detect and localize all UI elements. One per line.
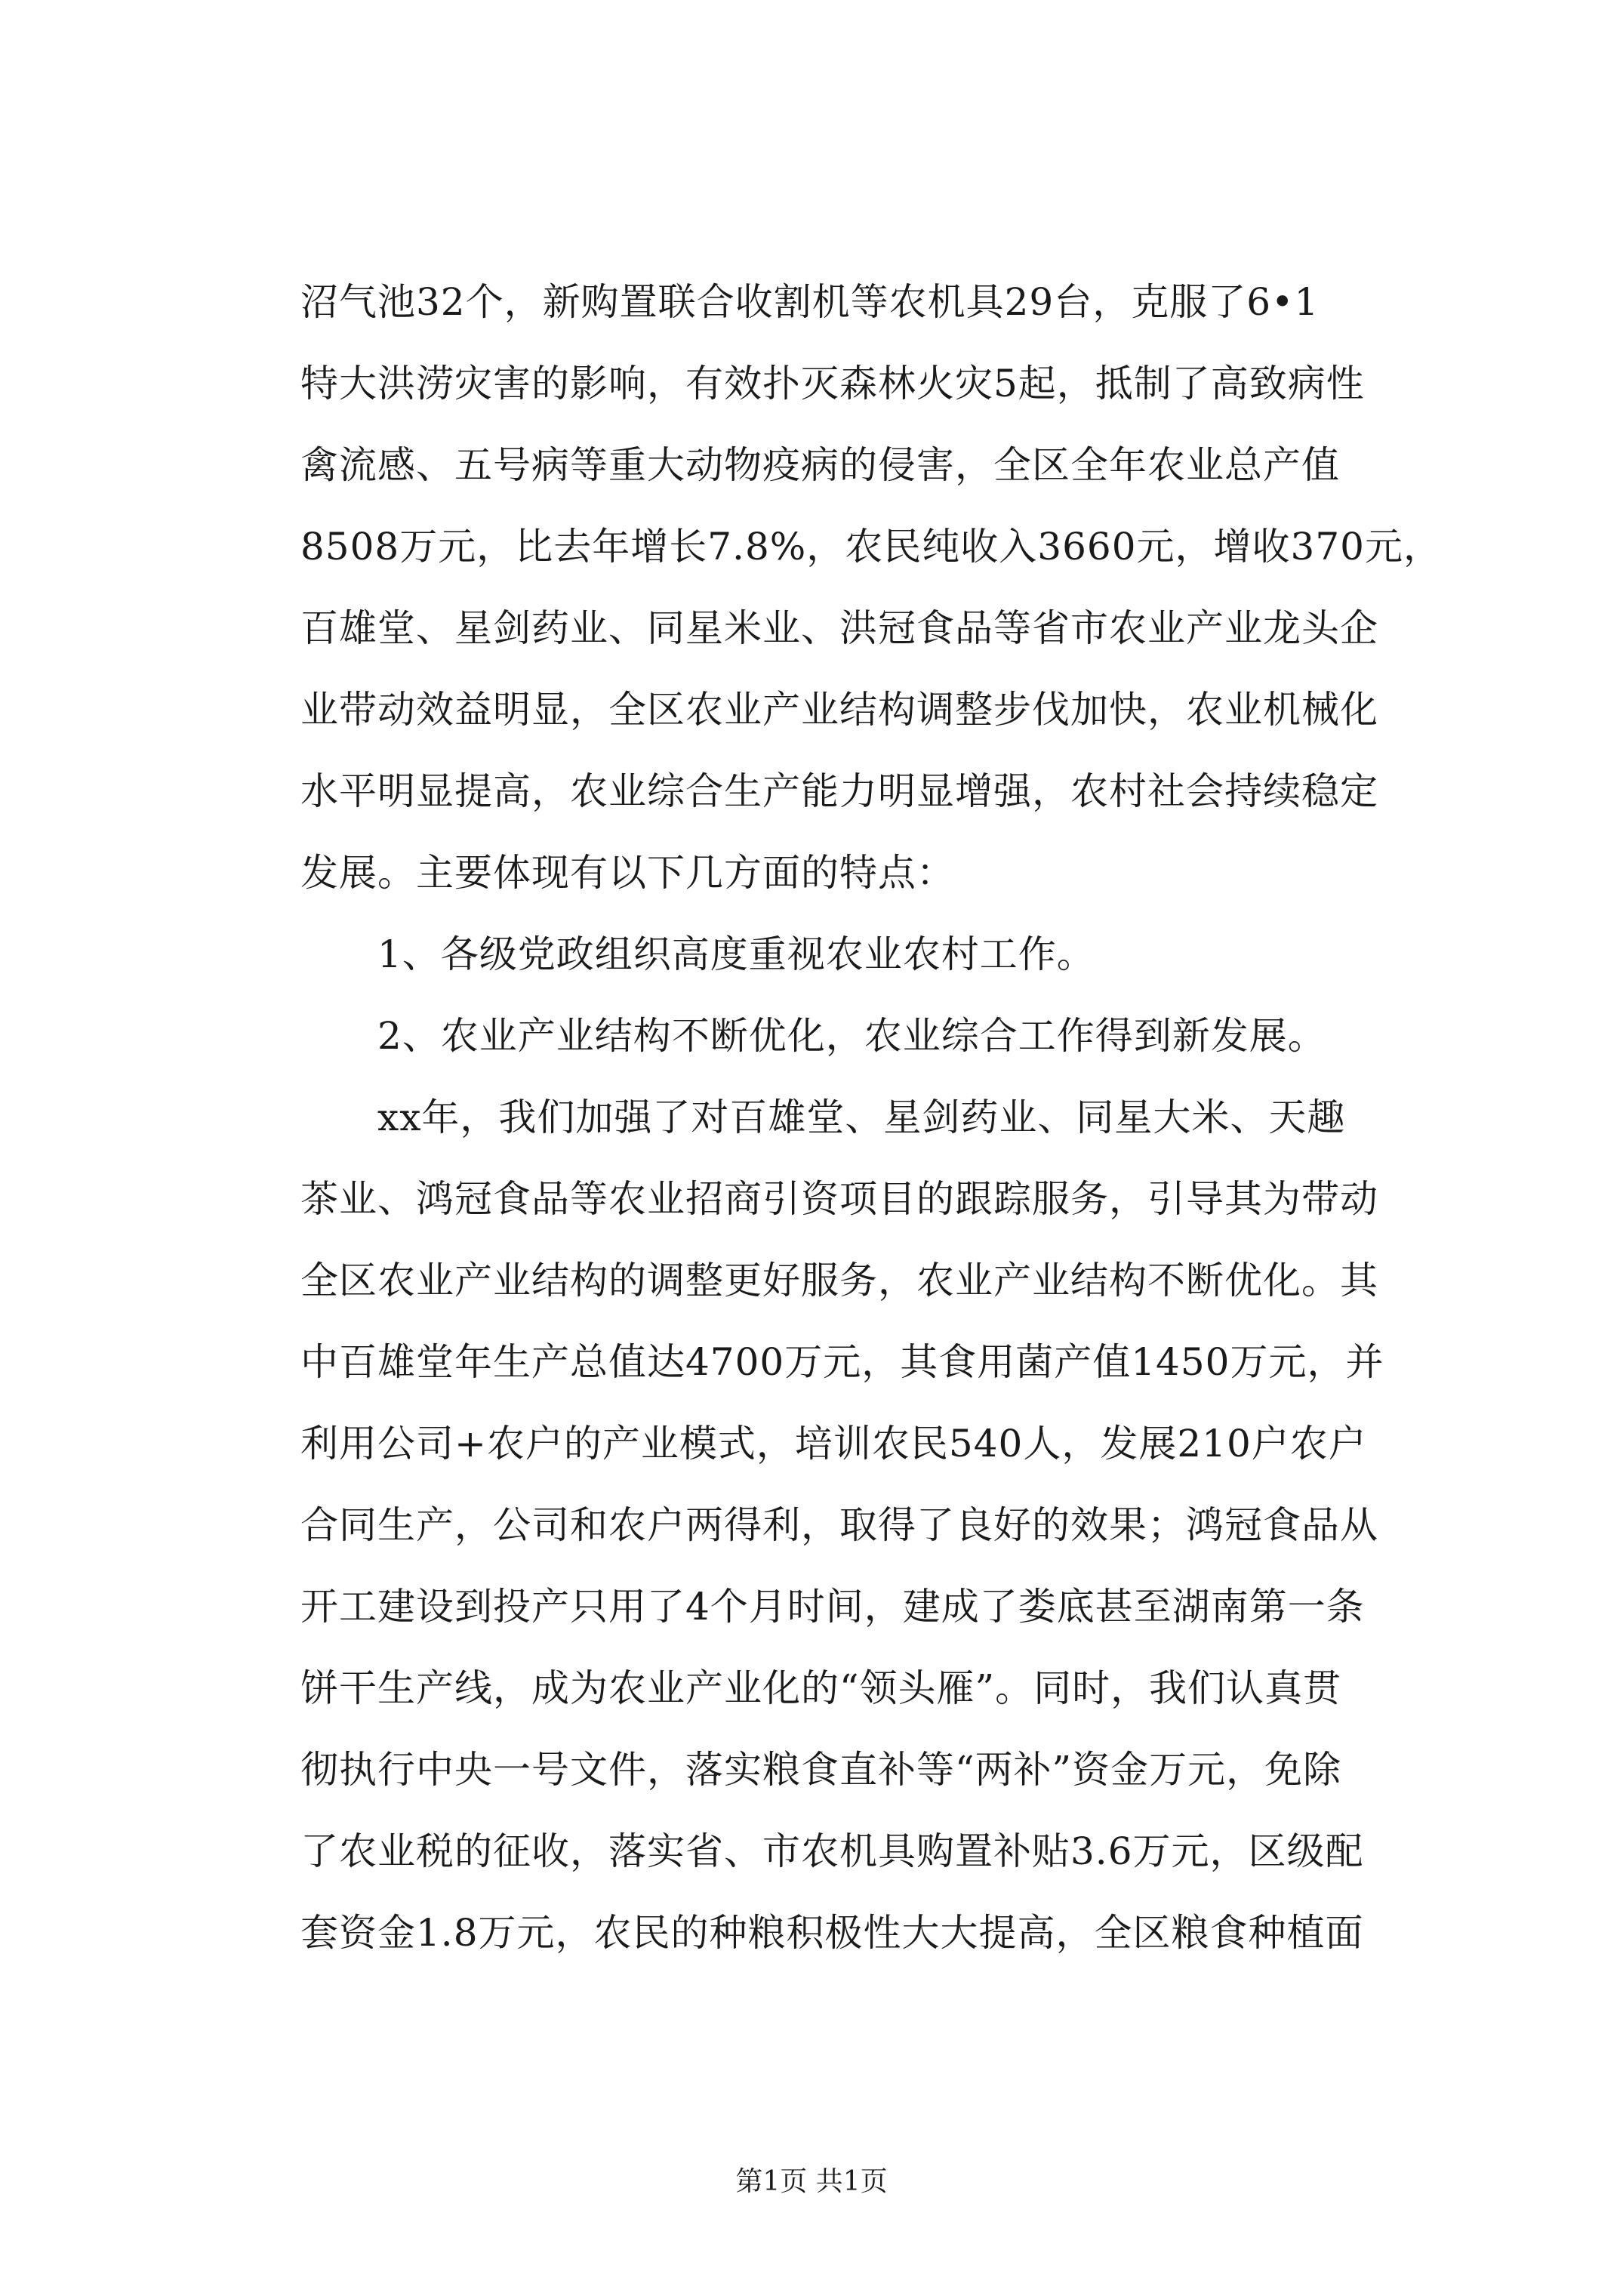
page-footer: 第1页 共1页: [735, 2166, 888, 2197]
text-line: 沼气池32个，新购置联合收割机等农机具29台，克服了6•1: [300, 280, 1320, 324]
text-line: 中百雄堂年生产总值达4700万元，其食用菌产值1450万元，并: [300, 1340, 1384, 1384]
text-line: 水平明显提高，农业综合生产能力明显增强，农村社会持续稳定: [300, 769, 1378, 813]
text-line: 合同生产，公司和农户两得利，取得了良好的效果；鸿冠食品从: [300, 1503, 1378, 1547]
text-line: 了农业税的征收，落实省、市农机具购置补贴3.6万元，区级配: [300, 1829, 1364, 1873]
text-line: 百雄堂、星剑药业、同星米业、洪冠食品等省市农业产业龙头企: [300, 606, 1378, 650]
list-item: 2、农业产业结构不断优化，农业综合工作得到新发展。: [300, 1014, 1326, 1058]
text-line: 业带动效益明显，全区农业产业结构调整步伐加快，农业机械化: [300, 688, 1378, 732]
text-line: 发展。主要体现有以下几方面的特点：: [300, 851, 955, 895]
text-line: 禽流感、五号病等重大动物疫病的侵害，全区全年农业总产值: [300, 443, 1340, 487]
text-line: 利用公司+农户的产业模式，培训农民540人，发展210户农户: [300, 1422, 1367, 1465]
text-line: 茶业、鸿冠食品等农业招商引资项目的跟踪服务，引导其为带动: [300, 1177, 1378, 1221]
text-line: 开工建设到投产只用了4个月时间，建成了娄底甚至湖南第一条: [300, 1585, 1365, 1629]
text-line: 饼干生产线，成为农业产业化的“领头雁”。同时，我们认真贯: [300, 1666, 1342, 1710]
text-line: xx年，我们加强了对百雄堂、星剑药业、同星大米、天趣: [300, 1096, 1346, 1139]
text-line: 彻执行中央一号文件，落实粮食直补等“两补”资金万元，免除: [300, 1748, 1342, 1792]
text-line: 8508万元，比去年增长7.8%，农民纯收入3660元，增收370元，: [300, 525, 1442, 569]
text-line: 全区农业产业结构的调整更好服务，农业产业结构不断优化。其: [300, 1259, 1378, 1302]
text-line: 特大洪涝灾害的影响，有效扑灭森林火灾5起，抵制了高致病性: [300, 362, 1365, 405]
list-item: 1、各级党政组织高度重视农业农村工作。: [300, 932, 1095, 976]
text-line: 套资金1.8万元，农民的种粮积极性大大提高，全区粮食种植面: [300, 1911, 1364, 1955]
